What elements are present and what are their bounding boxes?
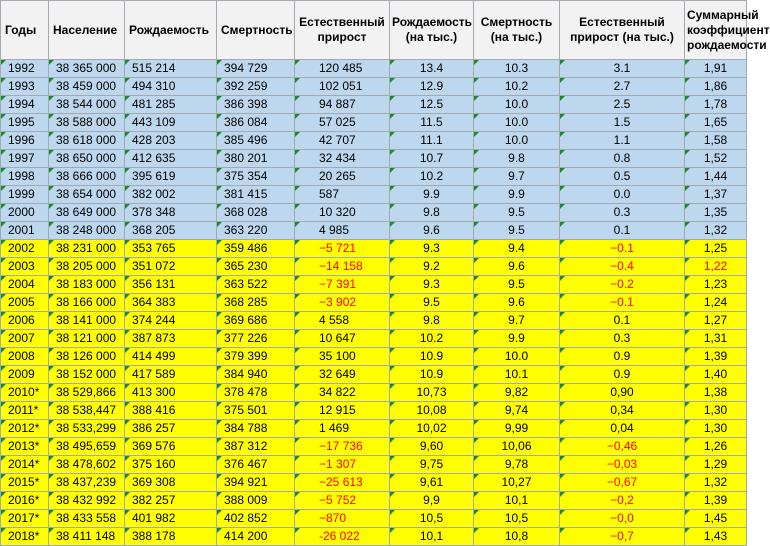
cell-deaths: 377 226 bbox=[217, 330, 295, 348]
cell-growth-rate: 1.5 bbox=[560, 114, 685, 132]
cell-growth-rate: 0.3 bbox=[560, 204, 685, 222]
cell-population: 38 231 000 bbox=[49, 240, 125, 258]
cell-deaths: 387 312 bbox=[217, 438, 295, 456]
cell-births: 387 873 bbox=[125, 330, 217, 348]
cell-birth-rate: 10,02 bbox=[390, 420, 474, 438]
cell-birth-rate: 10,08 bbox=[390, 402, 474, 420]
table-row bbox=[1, 312, 747, 330]
cell-fertility-rate: 1,58 bbox=[685, 132, 747, 150]
cell-births: 369 308 bbox=[125, 474, 217, 492]
cell-growth-rate: 0.8 bbox=[560, 150, 685, 168]
cell-deaths: 379 399 bbox=[217, 348, 295, 366]
header-birth-rate[interactable]: Рождаемость (на тыс.) bbox=[390, 1, 474, 60]
table-row bbox=[1, 186, 747, 204]
table-row bbox=[1, 168, 747, 186]
cell-fertility-rate: 1,31 bbox=[685, 330, 747, 348]
cell-deaths: 386 398 bbox=[217, 96, 295, 114]
cell-death-rate: 9,78 bbox=[474, 456, 560, 474]
cell-deaths: 384 940 bbox=[217, 366, 295, 384]
table-row bbox=[1, 510, 747, 528]
cell-growth-rate: 3.1 bbox=[560, 60, 685, 78]
cell-natural-growth: 32 434 bbox=[295, 150, 390, 168]
cell-natural-growth: −3 902 bbox=[295, 294, 390, 312]
cell-fertility-rate: 1,27 bbox=[685, 312, 747, 330]
cell-deaths: 394 921 bbox=[217, 474, 295, 492]
table-row bbox=[1, 492, 747, 510]
table-row bbox=[1, 438, 747, 456]
table-row bbox=[1, 384, 747, 402]
cell-fertility-rate: 1,26 bbox=[685, 438, 747, 456]
cell-birth-rate: 9,60 bbox=[390, 438, 474, 456]
cell-birth-rate: 11.1 bbox=[390, 132, 474, 150]
cell-population: 38 495,659 bbox=[49, 438, 125, 456]
cell-natural-growth: −25 613 bbox=[295, 474, 390, 492]
cell-population: 38 588 000 bbox=[49, 114, 125, 132]
cell-year: 2008 bbox=[1, 348, 49, 366]
cell-fertility-rate: 1,45 bbox=[685, 510, 747, 528]
header-death-rate[interactable]: Смертность (на тыс.) bbox=[474, 1, 560, 60]
cell-year: 2009 bbox=[1, 366, 49, 384]
cell-death-rate: 10,1 bbox=[474, 492, 560, 510]
cell-death-rate: 10.2 bbox=[474, 78, 560, 96]
cell-natural-growth: −7 391 bbox=[295, 276, 390, 294]
cell-death-rate: 10.1 bbox=[474, 366, 560, 384]
cell-growth-rate: 2.5 bbox=[560, 96, 685, 114]
cell-population: 38 152 000 bbox=[49, 366, 125, 384]
table-row bbox=[1, 132, 747, 150]
cell-population: 38 650 000 bbox=[49, 150, 125, 168]
cell-birth-rate: 10.2 bbox=[390, 168, 474, 186]
header-natural-growth[interactable]: Естественный прирост bbox=[295, 1, 390, 60]
cell-population: 38 411 148 bbox=[49, 528, 125, 546]
cell-deaths: 388 009 bbox=[217, 492, 295, 510]
cell-population: 38 529,866 bbox=[49, 384, 125, 402]
cell-death-rate: 9.9 bbox=[474, 186, 560, 204]
cell-births: 515 214 bbox=[125, 60, 217, 78]
cell-growth-rate: 0.0 bbox=[560, 186, 685, 204]
cell-births: 368 205 bbox=[125, 222, 217, 240]
cell-population: 38 121 000 bbox=[49, 330, 125, 348]
cell-births: 494 310 bbox=[125, 78, 217, 96]
cell-births: 382 257 bbox=[125, 492, 217, 510]
cell-birth-rate: 9.8 bbox=[390, 204, 474, 222]
cell-year: 2017* bbox=[1, 510, 49, 528]
cell-natural-growth: 42 707 bbox=[295, 132, 390, 150]
cell-population: 38 205 000 bbox=[49, 258, 125, 276]
cell-natural-growth: −870 bbox=[295, 510, 390, 528]
cell-population: 38 538,447 bbox=[49, 402, 125, 420]
cell-fertility-rate: 1,23 bbox=[685, 276, 747, 294]
header-deaths[interactable]: Смертность bbox=[217, 1, 295, 60]
cell-natural-growth: −17 736 bbox=[295, 438, 390, 456]
cell-fertility-rate: 1,78 bbox=[685, 96, 747, 114]
cell-death-rate: 9,99 bbox=[474, 420, 560, 438]
cell-population: 38 649 000 bbox=[49, 204, 125, 222]
cell-death-rate: 10,8 bbox=[474, 528, 560, 546]
cell-births: 428 203 bbox=[125, 132, 217, 150]
cell-population: 38 365 000 bbox=[49, 60, 125, 78]
table-row bbox=[1, 78, 747, 96]
cell-birth-rate: 9,61 bbox=[390, 474, 474, 492]
cell-natural-growth: 120 485 bbox=[295, 60, 390, 78]
cell-growth-rate: 0.1 bbox=[560, 312, 685, 330]
cell-growth-rate: 0.9 bbox=[560, 366, 685, 384]
cell-fertility-rate: 1,43 bbox=[685, 528, 747, 546]
cell-growth-rate: −0.1 bbox=[560, 240, 685, 258]
cell-birth-rate: 10.9 bbox=[390, 366, 474, 384]
cell-population: 38 654 000 bbox=[49, 186, 125, 204]
cell-year: 1992 bbox=[1, 60, 49, 78]
cell-natural-growth: 102 051 bbox=[295, 78, 390, 96]
cell-births: 369 576 bbox=[125, 438, 217, 456]
cell-fertility-rate: 1,65 bbox=[685, 114, 747, 132]
cell-deaths: 392 259 bbox=[217, 78, 295, 96]
table-row bbox=[1, 402, 747, 420]
cell-deaths: 365 230 bbox=[217, 258, 295, 276]
cell-deaths: 375 501 bbox=[217, 402, 295, 420]
cell-death-rate: 10.0 bbox=[474, 96, 560, 114]
cell-natural-growth: 4 985 bbox=[295, 222, 390, 240]
cell-fertility-rate: 1,30 bbox=[685, 420, 747, 438]
cell-fertility-rate: 1,86 bbox=[685, 78, 747, 96]
cell-death-rate: 10,06 bbox=[474, 438, 560, 456]
cell-fertility-rate: 1,91 bbox=[685, 60, 747, 78]
header-fertility-rate[interactable]: Суммарный коэффициент рождаемости bbox=[685, 1, 747, 60]
cell-natural-growth: 4 558 bbox=[295, 312, 390, 330]
cell-natural-growth: 35 100 bbox=[295, 348, 390, 366]
cell-year: 2005 bbox=[1, 294, 49, 312]
cell-births: 414 499 bbox=[125, 348, 217, 366]
cell-year: 2002 bbox=[1, 240, 49, 258]
cell-year: 2003 bbox=[1, 258, 49, 276]
cell-population: 38 618 000 bbox=[49, 132, 125, 150]
cell-growth-rate: 0,34 bbox=[560, 402, 685, 420]
table-row bbox=[1, 258, 747, 276]
cell-birth-rate: 9.9 bbox=[390, 186, 474, 204]
cell-birth-rate: 9.6 bbox=[390, 222, 474, 240]
cell-death-rate: 9.6 bbox=[474, 258, 560, 276]
cell-fertility-rate: 1,24 bbox=[685, 294, 747, 312]
cell-deaths: 386 084 bbox=[217, 114, 295, 132]
cell-deaths: 414 200 bbox=[217, 528, 295, 546]
cell-deaths: 378 478 bbox=[217, 384, 295, 402]
cell-population: 38 141 000 bbox=[49, 312, 125, 330]
cell-death-rate: 10,5 bbox=[474, 510, 560, 528]
cell-deaths: 384 788 bbox=[217, 420, 295, 438]
cell-births: 443 109 bbox=[125, 114, 217, 132]
cell-births: 353 765 bbox=[125, 240, 217, 258]
cell-year: 1997 bbox=[1, 150, 49, 168]
cell-natural-growth: 94 887 bbox=[295, 96, 390, 114]
cell-deaths: 363 220 bbox=[217, 222, 295, 240]
cell-growth-rate: 0,04 bbox=[560, 420, 685, 438]
table-row bbox=[1, 240, 747, 258]
cell-birth-rate: 10.7 bbox=[390, 150, 474, 168]
cell-growth-rate: −0.4 bbox=[560, 258, 685, 276]
cell-births: 401 982 bbox=[125, 510, 217, 528]
cell-death-rate: 9.5 bbox=[474, 276, 560, 294]
cell-growth-rate: 2.7 bbox=[560, 78, 685, 96]
cell-year: 2018* bbox=[1, 528, 49, 546]
cell-population: 38 544 000 bbox=[49, 96, 125, 114]
cell-birth-rate: 11.5 bbox=[390, 114, 474, 132]
cell-birth-rate: 9.8 bbox=[390, 312, 474, 330]
cell-year: 1999 bbox=[1, 186, 49, 204]
cell-death-rate: 9.9 bbox=[474, 330, 560, 348]
cell-growth-rate: 0.9 bbox=[560, 348, 685, 366]
cell-population: 38 126 000 bbox=[49, 348, 125, 366]
cell-population: 38 433 558 bbox=[49, 510, 125, 528]
cell-death-rate: 9.5 bbox=[474, 204, 560, 222]
cell-births: 382 002 bbox=[125, 186, 217, 204]
cell-year: 1995 bbox=[1, 114, 49, 132]
table-row bbox=[1, 456, 747, 474]
cell-fertility-rate: 1,29 bbox=[685, 456, 747, 474]
cell-natural-growth: −1 307 bbox=[295, 456, 390, 474]
cell-growth-rate: 0.5 bbox=[560, 168, 685, 186]
cell-death-rate: 10.3 bbox=[474, 60, 560, 78]
cell-natural-growth: 57 025 bbox=[295, 114, 390, 132]
cell-fertility-rate: 1,44 bbox=[685, 168, 747, 186]
table-row bbox=[1, 294, 747, 312]
cell-growth-rate: −0,67 bbox=[560, 474, 685, 492]
cell-fertility-rate: 1,22 bbox=[685, 258, 747, 276]
table-row bbox=[1, 330, 747, 348]
cell-year: 2000 bbox=[1, 204, 49, 222]
table-row bbox=[1, 474, 747, 492]
cell-deaths: 402 852 bbox=[217, 510, 295, 528]
cell-year: 1998 bbox=[1, 168, 49, 186]
cell-births: 395 619 bbox=[125, 168, 217, 186]
cell-year: 2016* bbox=[1, 492, 49, 510]
cell-births: 351 072 bbox=[125, 258, 217, 276]
table-row bbox=[1, 420, 747, 438]
cell-deaths: 375 354 bbox=[217, 168, 295, 186]
cell-natural-growth: 12 915 bbox=[295, 402, 390, 420]
header-row bbox=[1, 1, 747, 60]
cell-death-rate: 9,82 bbox=[474, 384, 560, 402]
header-growth-rate[interactable]: Естественный прирост (на тыс.) bbox=[560, 1, 685, 60]
cell-growth-rate: 1.1 bbox=[560, 132, 685, 150]
cell-year: 2012* bbox=[1, 420, 49, 438]
table-row bbox=[1, 366, 747, 384]
header-year[interactable]: Годы bbox=[1, 1, 49, 60]
cell-population: 38 183 000 bbox=[49, 276, 125, 294]
cell-births: 388 178 bbox=[125, 528, 217, 546]
cell-fertility-rate: 1,30 bbox=[685, 402, 747, 420]
cell-growth-rate: −0,46 bbox=[560, 438, 685, 456]
cell-natural-growth: 10 647 bbox=[295, 330, 390, 348]
cell-year: 2007 bbox=[1, 330, 49, 348]
cell-deaths: 380 201 bbox=[217, 150, 295, 168]
cell-year: 1994 bbox=[1, 96, 49, 114]
cell-natural-growth: −14 158 bbox=[295, 258, 390, 276]
cell-births: 481 285 bbox=[125, 96, 217, 114]
cell-birth-rate: 10,1 bbox=[390, 528, 474, 546]
cell-year: 2013* bbox=[1, 438, 49, 456]
cell-natural-growth: 34 822 bbox=[295, 384, 390, 402]
cell-growth-rate: −0,03 bbox=[560, 456, 685, 474]
cell-deaths: 369 686 bbox=[217, 312, 295, 330]
table-row bbox=[1, 114, 747, 132]
cell-birth-rate: 9,9 bbox=[390, 492, 474, 510]
cell-birth-rate: 9.3 bbox=[390, 276, 474, 294]
cell-year: 2004 bbox=[1, 276, 49, 294]
table-row bbox=[1, 528, 747, 546]
cell-growth-rate: 0.1 bbox=[560, 222, 685, 240]
cell-year: 1996 bbox=[1, 132, 49, 150]
cell-birth-rate: 9.5 bbox=[390, 294, 474, 312]
cell-population: 38 437,239 bbox=[49, 474, 125, 492]
cell-natural-growth: 20 265 bbox=[295, 168, 390, 186]
header-population[interactable]: Население bbox=[49, 1, 125, 60]
cell-deaths: 381 415 bbox=[217, 186, 295, 204]
cell-growth-rate: −0.2 bbox=[560, 276, 685, 294]
table-row bbox=[1, 150, 747, 168]
cell-growth-rate: −0,2 bbox=[560, 492, 685, 510]
cell-fertility-rate: 1,32 bbox=[685, 474, 747, 492]
cell-death-rate: 10.0 bbox=[474, 348, 560, 366]
cell-year: 2006 bbox=[1, 312, 49, 330]
cell-fertility-rate: 1,37 bbox=[685, 186, 747, 204]
cell-population: 38 533,299 bbox=[49, 420, 125, 438]
cell-year: 2015* bbox=[1, 474, 49, 492]
cell-deaths: 368 028 bbox=[217, 204, 295, 222]
cell-death-rate: 9.5 bbox=[474, 222, 560, 240]
table-row bbox=[1, 204, 747, 222]
cell-death-rate: 9.8 bbox=[474, 150, 560, 168]
cell-birth-rate: 12.9 bbox=[390, 78, 474, 96]
cell-growth-rate: 0.3 bbox=[560, 330, 685, 348]
table-row bbox=[1, 276, 747, 294]
cell-births: 356 131 bbox=[125, 276, 217, 294]
cell-birth-rate: 9.3 bbox=[390, 240, 474, 258]
cell-births: 375 160 bbox=[125, 456, 217, 474]
cell-population: 38 432 992 bbox=[49, 492, 125, 510]
cell-death-rate: 9,74 bbox=[474, 402, 560, 420]
cell-deaths: 376 467 bbox=[217, 456, 295, 474]
cell-death-rate: 10.0 bbox=[474, 114, 560, 132]
cell-deaths: 385 496 bbox=[217, 132, 295, 150]
cell-natural-growth: −5 752 bbox=[295, 492, 390, 510]
cell-births: 412 635 bbox=[125, 150, 217, 168]
cell-death-rate: 9.7 bbox=[474, 312, 560, 330]
cell-natural-growth: 1 469 bbox=[295, 420, 390, 438]
cell-growth-rate: −0,0 bbox=[560, 510, 685, 528]
cell-natural-growth: 587 bbox=[295, 186, 390, 204]
cell-population: 38 459 000 bbox=[49, 78, 125, 96]
cell-growth-rate: −0,7 bbox=[560, 528, 685, 546]
cell-births: 378 348 bbox=[125, 204, 217, 222]
cell-growth-rate: 0,90 bbox=[560, 384, 685, 402]
table-row bbox=[1, 222, 747, 240]
cell-birth-rate: 10.2 bbox=[390, 330, 474, 348]
cell-fertility-rate: 1,52 bbox=[685, 150, 747, 168]
cell-fertility-rate: 1,39 bbox=[685, 348, 747, 366]
cell-births: 386 257 bbox=[125, 420, 217, 438]
header-births[interactable]: Рождаемость bbox=[125, 1, 217, 60]
cell-birth-rate: 10,5 bbox=[390, 510, 474, 528]
cell-year: 2011* bbox=[1, 402, 49, 420]
cell-fertility-rate: 1,40 bbox=[685, 366, 747, 384]
cell-death-rate: 10.0 bbox=[474, 132, 560, 150]
cell-birth-rate: 9,75 bbox=[390, 456, 474, 474]
cell-population: 38 166 000 bbox=[49, 294, 125, 312]
cell-death-rate: 10,27 bbox=[474, 474, 560, 492]
cell-birth-rate: 13.4 bbox=[390, 60, 474, 78]
cell-death-rate: 9.7 bbox=[474, 168, 560, 186]
cell-year: 2010* bbox=[1, 384, 49, 402]
cell-deaths: 394 729 bbox=[217, 60, 295, 78]
cell-population: 38 666 000 bbox=[49, 168, 125, 186]
cell-births: 388 416 bbox=[125, 402, 217, 420]
cell-natural-growth: −5 721 bbox=[295, 240, 390, 258]
cell-births: 374 244 bbox=[125, 312, 217, 330]
cell-growth-rate: −0.1 bbox=[560, 294, 685, 312]
cell-births: 364 383 bbox=[125, 294, 217, 312]
cell-year: 2001 bbox=[1, 222, 49, 240]
cell-natural-growth: 10 320 bbox=[295, 204, 390, 222]
cell-population: 38 248 000 bbox=[49, 222, 125, 240]
cell-fertility-rate: 1,35 bbox=[685, 204, 747, 222]
cell-birth-rate: 10,73 bbox=[390, 384, 474, 402]
cell-deaths: 363 522 bbox=[217, 276, 295, 294]
cell-births: 417 589 bbox=[125, 366, 217, 384]
cell-population: 38 478,602 bbox=[49, 456, 125, 474]
table-body bbox=[1, 60, 747, 546]
table-row bbox=[1, 96, 747, 114]
cell-births: 413 300 bbox=[125, 384, 217, 402]
cell-year: 1993 bbox=[1, 78, 49, 96]
cell-fertility-rate: 1,38 bbox=[685, 384, 747, 402]
table-row bbox=[1, 60, 747, 78]
cell-natural-growth: -26 022 bbox=[295, 528, 390, 546]
cell-death-rate: 9.6 bbox=[474, 294, 560, 312]
cell-year: 2014* bbox=[1, 456, 49, 474]
cell-birth-rate: 10.9 bbox=[390, 348, 474, 366]
cell-birth-rate: 9.2 bbox=[390, 258, 474, 276]
table-row bbox=[1, 348, 747, 366]
cell-deaths: 368 285 bbox=[217, 294, 295, 312]
cell-deaths: 359 486 bbox=[217, 240, 295, 258]
cell-birth-rate: 12.5 bbox=[390, 96, 474, 114]
cell-fertility-rate: 1,25 bbox=[685, 240, 747, 258]
cell-natural-growth: 32 649 bbox=[295, 366, 390, 384]
cell-fertility-rate: 1,39 bbox=[685, 492, 747, 510]
cell-fertility-rate: 1,32 bbox=[685, 222, 747, 240]
cell-death-rate: 9.4 bbox=[474, 240, 560, 258]
